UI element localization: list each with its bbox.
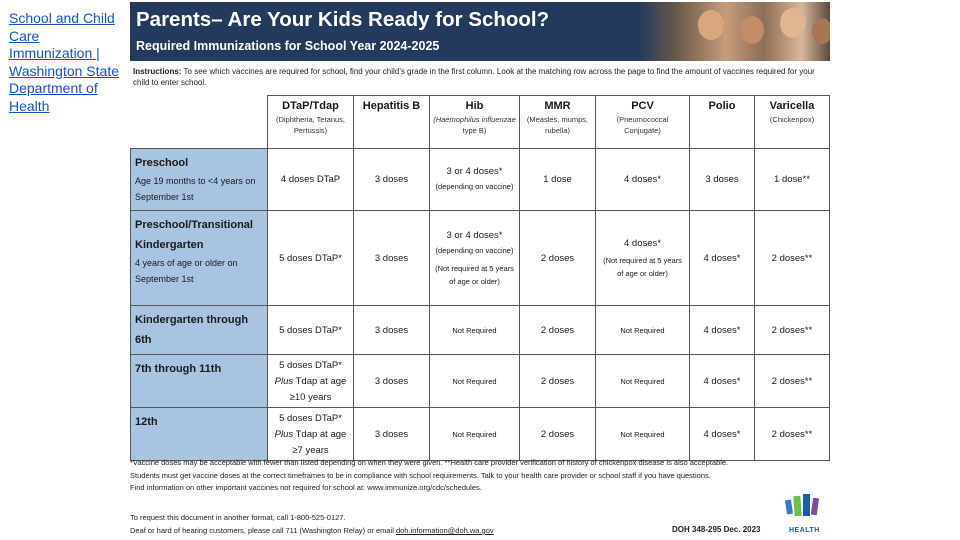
logo-text: HEALTH [789, 527, 820, 534]
polio-cell: 4 doses* [690, 408, 755, 461]
document-id: DOH 348-295 Dec. 2023 [672, 525, 761, 534]
page-subtitle: Required Immunizations for School Year 2024-2025 [136, 39, 440, 53]
contact-relay-line: Deaf or hard of hearing customers, please call 711 (Washington Relay) or email doh.information@doh.wa.gov [130, 526, 494, 535]
varicella-cell: 2 doses** [755, 408, 830, 461]
grade-cell: 7th through 11th [131, 355, 268, 408]
pcv-cell: Not Required [596, 306, 690, 355]
table-row [131, 149, 830, 211]
hepb-cell: 3 doses [354, 211, 430, 306]
pcv-cell: 4 doses* (Not required at 5 years of age or older) [596, 211, 690, 306]
hepb-cell: 3 doses [354, 306, 430, 355]
pcv-cell: Not Required [596, 355, 690, 408]
col-header-polio: Polio [690, 96, 755, 149]
hepb-cell: 3 doses [354, 355, 430, 408]
hib-cell: 3 or 4 doses* (depending on vaccine) (Not required at 5 years of age or older) [430, 211, 520, 306]
hepb-cell: 3 doses [354, 408, 430, 461]
empty-header-cell [131, 96, 268, 149]
polio-cell: 4 doses* [690, 211, 755, 306]
col-header-hib: Hib (Haemophilus influenzae type B) [430, 96, 520, 149]
dtap-cell: 5 doses DTaP* [268, 211, 354, 306]
footnotes [130, 457, 830, 495]
polio-cell: 4 doses* [690, 355, 755, 408]
table-row [131, 306, 830, 355]
students-photo [640, 2, 830, 61]
varicella-cell: 2 doses** [755, 211, 830, 306]
dtap-cell: 4 doses DTaP [268, 149, 354, 211]
varicella-cell: 1 dose** [755, 149, 830, 211]
col-header-mmr: MMR (Measles, mumps, rubella) [520, 96, 596, 149]
grade-cell: Preschool Age 19 months to <4 years on September 1st [131, 149, 268, 211]
instructions: Instructions: To see which vaccines are required for school, find your child’s grade in the first column. Look at the matching row across the page to find the amount of vaccines required for your child to enter school. [133, 67, 815, 87]
polio-cell: 3 doses [690, 149, 755, 211]
mmr-cell: 2 doses [520, 211, 596, 306]
grade-cell: Preschool/Transitional Kindergarten 4 years of age or older on September 1st [131, 211, 268, 306]
hepb-cell: 3 doses [354, 149, 430, 211]
mmr-cell: 2 doses [520, 408, 596, 461]
col-header-dtap: DTaP/Tdap (Diphtheria, Tetanus, Pertussis) [268, 96, 354, 149]
table-row [131, 355, 830, 408]
footnote-line: Students must get vaccine doses at the correct timeframes to be in compliance with school requirements. Talk to your health care provider or school staff if you have questions. [130, 470, 711, 480]
col-header-pcv: PCV (Pneumococcal Conjugate) [596, 96, 690, 149]
table-row [131, 211, 830, 306]
school-immunization-link[interactable]: School and Child Care Immunization | Washington State Department of Health [9, 10, 119, 114]
dtap-cell: 5 doses DTaP* Plus Tdap at age ≥7 years [268, 408, 354, 461]
pcv-cell: 4 doses* [596, 149, 690, 211]
grade-cell: 12th [131, 408, 268, 461]
footnote-line: Find information on other important vaccines not required for school at: www.immunize.org/cdc/schedules. [130, 483, 482, 492]
grade-cell: Kindergarten through 6th [131, 306, 268, 355]
col-header-varicella: Varicella (Chickenpox) [755, 96, 830, 149]
hib-cell: Not Required [430, 306, 520, 355]
pcv-cell: Not Required [596, 408, 690, 461]
table-header-row [131, 96, 830, 149]
contact-phone-line: To request this document in another format, call 1-800-525-0127. [130, 513, 346, 522]
mmr-cell: 2 doses [520, 306, 596, 355]
col-header-hepb: Hepatitis B [354, 96, 430, 149]
mmr-cell: 1 dose [520, 149, 596, 211]
varicella-cell: 2 doses** [755, 306, 830, 355]
mmr-cell: 2 doses [520, 355, 596, 408]
dtap-cell: 5 doses DTaP* [268, 306, 354, 355]
polio-cell: 4 doses* [690, 306, 755, 355]
contact-info [130, 511, 650, 537]
hib-cell: Not Required [430, 408, 520, 461]
dtap-cell: 5 doses DTaP* Plus Tdap at age ≥10 years [268, 355, 354, 408]
page-title: Parents– Are Your Kids Ready for School? [136, 8, 550, 31]
table-row [131, 408, 830, 461]
footnote-line: *Vaccine doses may be acceptable with fewer than listed depending on when they were given. **Health care provider verification of history of chickenpox disease is also acceptable. [130, 458, 729, 467]
hib-cell: Not Required [430, 355, 520, 408]
varicella-cell: 2 doses** [755, 355, 830, 408]
document-header [130, 2, 830, 61]
immunization-table [130, 95, 830, 461]
hib-cell: 3 or 4 doses* (depending on vaccine) [430, 149, 520, 211]
email-link[interactable]: doh.information@doh.wa.gov [395, 526, 494, 535]
